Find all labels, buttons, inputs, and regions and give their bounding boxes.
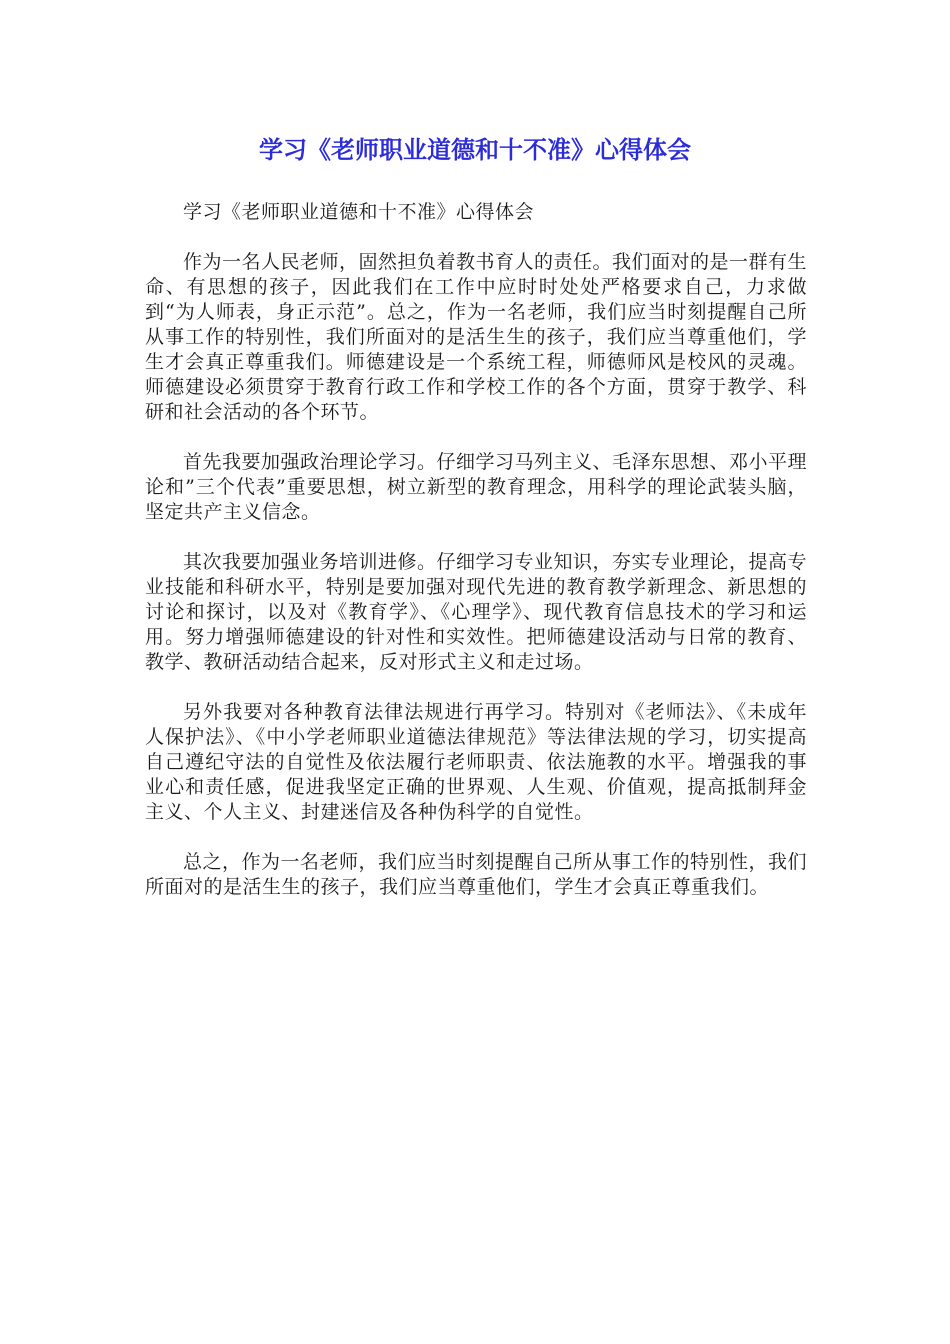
paragraph-conclusion: 总之，作为一名老师，我们应当时刻提醒自己所从事工作的特别性，我们所面对的是活生生的孩子，我们应当尊重他们，学生才会真正尊重我们。 [145,851,808,898]
document-body [145,200,807,925]
paragraph-political-study: 首先我要加强政治理论学习。仔细学习马列主义、毛泽东思想、邓小平理论和”三个代表”重要思想，树立新型的教育理念，用科学的理论武装头脑，坚定共产主义信念。 [145,451,808,523]
paragraph-intro: 作为一名人民老师，固然担负着教书育人的责任。我们面对的是一群有生命、有思想的孩子，因此我们在工作中应时时处处严格要求自己，力求做到“为人师表，身正示范”。总之，作为一名老师，我们应当时刻提醒自己所从事工作的特别性，我们所面对的是活生生的孩子，我们应当尊重他们，学生才会真正尊重我们。师德建设是一个系统工程，师德师风是校风的灵魂。师德建设必须贯穿于教育行政工作和学校工作的各个方面，贯穿于教学、科研和社会活动的各个环节。 [145,251,808,423]
document-title: 学习《老师职业道德和十不准》心得体会 [259,136,691,164]
paragraph-subtitle: 学习《老师职业道德和十不准》心得体会 [183,201,535,223]
paragraph-law-study: 另外我要对各种教育法律法规进行再学习。特别对《老师法》、《未成年人保护法》、《中小学老师职业道德法律规范》等法律法规的学习，切实提高自己遵纪守法的自觉性及依法履行老师职责、依法施教的水平。增强我的事业心和责任感，促进我坚定正确的世界观、人生观、价值观，提高抵制拜金主义、个人主义、封建迷信及各种伪科学的自觉性。 [145,701,807,823]
paragraph-professional-training: 其次我要加强业务培训进修。仔细学习专业知识，夯实专业理论，提高专业技能和科研水平，特别是要加强对现代先进的教育教学新理念、新思想的讨论和探讨，以及对《教育学》、《心理学》、现代教育信息技术的学习和运用。努力增强师德建设的针对性和实效性。把师德建设活动与日常的教育、教学、教研活动结合起来，反对形式主义和走过场。 [145,551,808,673]
